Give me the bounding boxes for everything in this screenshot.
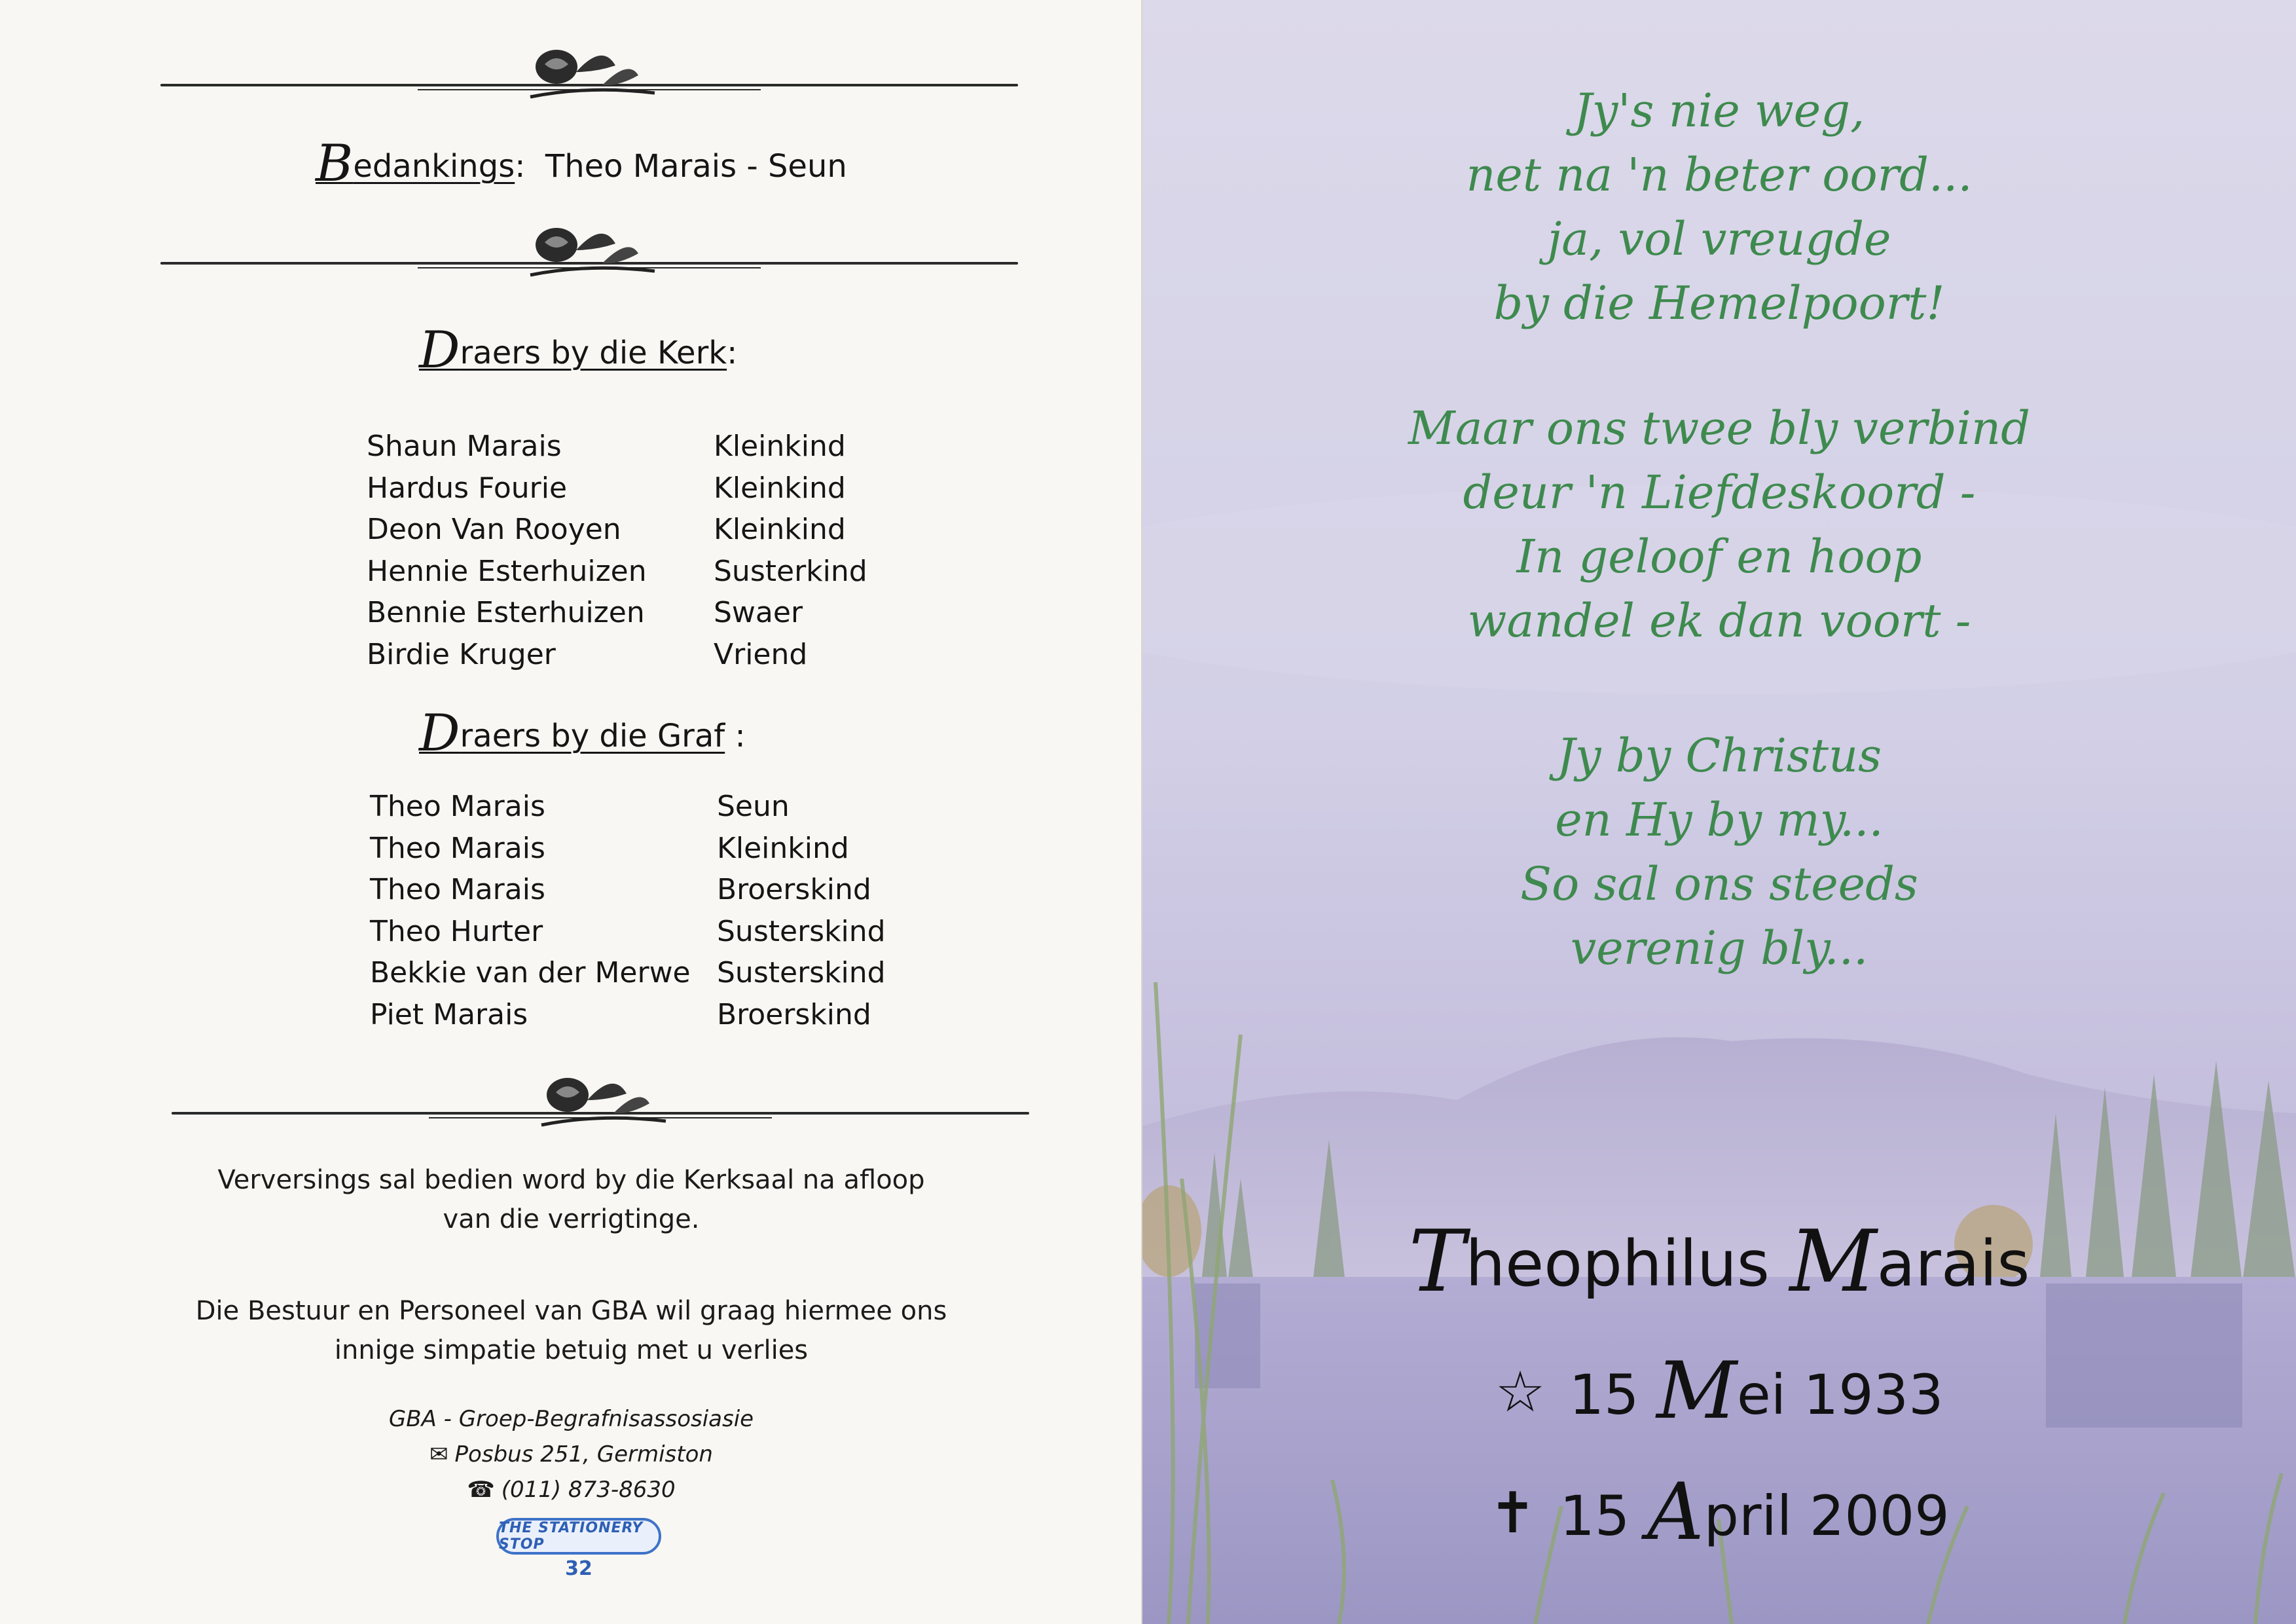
list-item: Shaun Marais Kleinkind [367,430,846,463]
poem-stanza-3: Jy by Christus en Hy by my... So sal ons steeds verenig bly... [1520,729,1918,975]
bedankings-heading: Bedankings: Theo Marais - Seun [316,134,847,193]
rose-icon [504,46,674,118]
list-item: Hardus Fourie Kleinkind [367,471,846,505]
draers-kerk-heading: Draers by die Kerk: [419,321,738,380]
draers-kerk-list [367,426,956,675]
list-item: Bennie Esterhuizen Swaer [367,596,803,629]
rose-icon [504,224,674,296]
list-item: Bekkie van der Merwe Susterskind [370,956,886,989]
cross-icon: ✝ [1489,1481,1537,1546]
star-icon: ☆ [1495,1359,1546,1425]
envelope-icon: ✉ [429,1441,448,1467]
page-number: 32 [565,1557,592,1580]
left-page [0,0,1142,1624]
condolence-note: Die Bestuur en Personeel van GBA wil graag hiermee ons innige simpatie betuig met u verlies [195,1296,947,1365]
list-item: Deon Van Rooyen Kleinkind [367,513,846,546]
gba-name: GBA - Groep-Begrafnisassosiasie [388,1406,754,1432]
list-item: Hennie Esterhuizen Susterkind [367,554,867,588]
poem-stanza-1: Jy's nie weg, net na 'n beter oord... ja, vol vreugde by die Hemelpoort! [1466,84,1973,330]
bedankings-value: Theo Marais - Seun [545,148,847,185]
stationery-stop-logo: THE STATIONERY STOP [496,1518,661,1555]
draers-graf-heading: Draers by die Graf : [419,704,746,763]
death-date: ✝ 15 April 2009 [1489,1467,1950,1558]
poem-stanza-2: Maar ons twee bly verbind deur 'n Liefdeskoord - In geloof en hoop wandel ek dan voort - [1408,401,2030,648]
gba-contact [0,1401,1142,1507]
list-item: Birdie Kruger Vriend [367,637,808,671]
list-item: Theo Hurter Susterskind [370,914,886,948]
rose-divider-top [160,46,1018,118]
gba-postbox: ✉ Posbus 251, Germiston [429,1441,713,1467]
gba-phone: ☎ (011) 873-8630 [467,1477,676,1503]
list-item: Theo Marais Broerskind [370,873,871,906]
rose-icon [515,1074,685,1146]
draers-graf-list [370,786,959,1035]
list-item: Theo Marais Kleinkind [370,831,849,865]
telephone-icon: ☎ [467,1477,495,1503]
right-page [1142,0,2296,1624]
deceased-name: Theophilus Marais [1408,1211,2030,1311]
birth-date: ☆ 15 Mei 1933 [1495,1346,1944,1437]
list-item: Theo Marais Seun [370,790,790,823]
rose-divider-bottom [172,1074,1029,1146]
verversings-note: Verversings sal bedien word by die Kerksaal na afloop van die verrigtinge. [217,1165,925,1234]
rose-divider-middle [160,224,1018,296]
list-item: Piet Marais Broerskind [370,997,871,1031]
